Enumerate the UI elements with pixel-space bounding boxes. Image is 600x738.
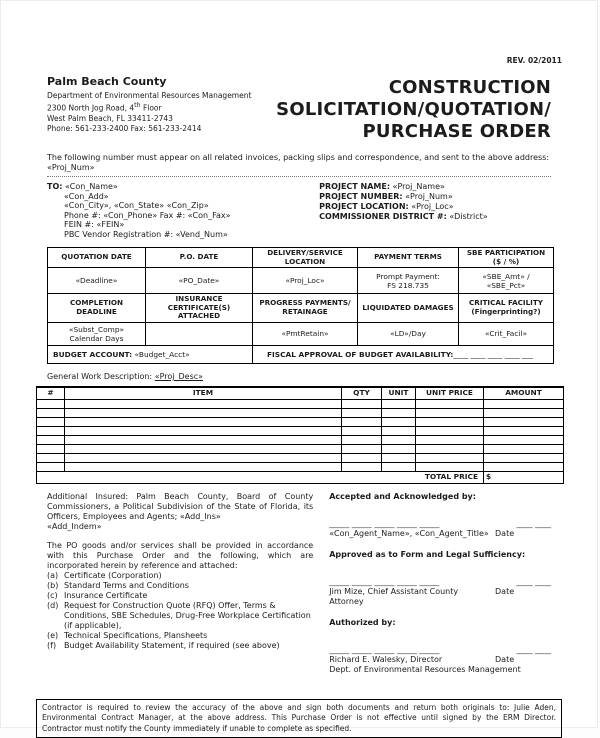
item-cell [37,426,65,435]
item-cell [484,408,564,417]
item-row [37,408,564,417]
item-cell [416,453,484,462]
items-header-cell: UNIT PRICE [416,387,484,400]
project-block [319,182,551,239]
contractor-phone-field: Phone #: «Con_Phone» Fax #: «Con_Fax» [64,210,231,220]
title-line-1: CONSTRUCTION [388,77,551,98]
invoice-notice: The following number must appear on all related invoices, packing slips and correspondence, and sent to the above address: «Proj_Num» [47,153,551,177]
item-cell [37,408,65,417]
sbe-participation-field: «SBE_Amt» / «SBE_Pct» [459,268,554,294]
signature-line: _____ _____ _____ _____ _____ ____ ____ [329,518,551,528]
item-cell [382,399,416,408]
terms-header-row-1 [48,248,554,268]
title-line-2: SOLICITATION/QUOTATION/ [276,99,551,120]
addressee-section [47,182,551,239]
signatures-column [329,492,551,686]
terms-header-cell: PAYMENT TERMS [358,248,459,268]
items-header-cell: # [37,387,65,400]
items-table [36,386,564,484]
signature-block-accepted: Accepted and Acknowledged by: _____ _____ _____ _____ _____ ____ ____ «Con_Agent_Name», «Con_Agent_Title» Date [329,491,551,538]
item-cell [65,444,342,453]
item-cell [484,453,564,462]
item-cell [382,444,416,453]
item-cell [65,462,342,471]
item-row [37,462,564,471]
items-total-row [37,471,564,483]
ordinal-suffix: th [134,102,141,109]
contractor-name-field: «Con_Name» [65,182,118,191]
fiscal-approval-blank: ____ ____ ____ ____ ___ [453,349,533,359]
project-name-line: PROJECT NAME: «Proj_Name» [319,182,445,191]
items-header-cell: QTY [342,387,382,400]
item-row [37,435,564,444]
district-field: «District» [449,212,488,221]
item-cell [65,426,342,435]
budget-row [48,345,554,363]
additional-insured-paragraph: Additional Insured: Palm Beach County, Board of County Commissioners, a Political Subdivision of the State of Florida, its Officers, Employees and Agents; «Add_Ins» [47,491,314,521]
insurance-certificate-field [146,322,253,345]
item-cell [382,408,416,417]
item-cell [416,435,484,444]
work-description-line: General Work Description: «Proj_Desc» [47,371,204,381]
contractor-instructions-box: Contractor is required to review the accuracy of the above and sign both documents and return both originals to: Julie Aden, Environmental Contract Manager, at the above address. This Purchase Order is not effective until signed by the ERM Director. Contractor must notify the County immediately if unable to complete as specified. [36,699,562,738]
item-cell [484,462,564,471]
item-cell [416,426,484,435]
terms-header-cell: CRITICAL FACILITY (Fingerprinting?) [459,294,554,323]
org-phone: Phone: 561-233-2400 Fax: 561-233-2414 [47,123,202,133]
project-location-line: PROJECT LOCATION: «Proj_Loc» [319,202,454,211]
terms-header-cell: SBE PARTICIPATION ($ / %) [459,248,554,268]
completion-deadline-field: «Subst_Comp» Calendar Days [48,322,146,345]
item-cell [416,408,484,417]
vendor-registration-field: PBC Vendor Registration #: «Vend_Num» [64,229,228,239]
critical-facility-field: «Crit_Facil» [459,322,554,345]
terms-header-cell: QUOTATION DATE [48,248,146,268]
items-header-cell: AMOUNT [484,387,564,400]
item-cell [37,462,65,471]
item-cell [65,435,342,444]
total-row-spacer [37,471,416,483]
terms-header-cell: COMPLETION DEADLINE [48,294,146,323]
to-name-line [47,182,319,192]
item-cell [37,417,65,426]
to-block [47,182,319,239]
signature-name-row: Jim Mize, Chief Assistant County Attorney Date [329,586,515,606]
items-table-body [37,387,564,484]
item-cell [342,417,382,426]
document-header [47,75,551,143]
items-header-cell: ITEM [65,387,342,400]
contractor-address-field: «Con_Add» [64,191,109,201]
budget-account-field: BUDGET ACCOUNT: «Budget_Acct» [48,345,253,363]
payment-terms-field: Prompt Payment: FS 218.735 [358,268,459,294]
item-cell [65,408,342,417]
item-cell [382,462,416,471]
contractor-fein-field: FEIN #: «FEIN» [64,220,125,229]
commissioner-district-line: COMMISSIONER DISTRICT #: «District» [319,212,488,221]
delivery-location-field: «Proj_Loc» [253,268,358,294]
document-title [276,77,551,143]
po-date-field: «PO_Date» [146,268,253,294]
project-number-field: «Proj_Num» [405,192,453,201]
org-address-line1: 2300 North Jog Road, 4th Floor [47,102,162,113]
total-price-label: TOTAL PRICE [416,471,484,483]
org-name: Palm Beach County [47,75,167,88]
signature-block-authorized: Authorized by: _____ _____ _____ _____ _____ ____ ____ Richard E. Walesky, Director Date Dept. of Environmental Resources Management [329,617,551,674]
item-cell [342,435,382,444]
progress-payments-field: «PmtRetain» [253,322,358,345]
item-cell [342,408,382,417]
item-cell [416,462,484,471]
terms-header-cell: PROGRESS PAYMENTS/ RETAINAGE [253,294,358,323]
terms-header-row-2 [48,294,554,323]
item-row [37,444,564,453]
terms-value-row-2 [48,322,554,345]
revision-label: REV. 02/2011 [506,56,562,65]
item-cell [37,399,65,408]
item-cell [342,453,382,462]
attachment-item: (b) Standard Terms and Conditions [47,580,189,590]
project-name-field: «Proj_Name» [392,182,445,191]
item-cell [416,444,484,453]
signature-block-legal: Approved as to Form and Legal Sufficiency: _____ _____ _____ _____ _____ ____ ____ Jim Mize, Chief Assistant County Attorney Date [329,549,551,606]
item-cell [416,399,484,408]
signature-line: _____ _____ _____ _____ _____ ____ ____ [329,576,551,586]
org-address-line2: West Palm Beach, FL 33411-2743 [47,113,173,123]
item-cell [484,426,564,435]
signature-line: _____ _____ _____ _____ _____ ____ ____ [329,644,551,654]
terms-header-cell: DELIVERY/SERVICE LOCATION [253,248,358,268]
item-cell [382,453,416,462]
item-cell [416,417,484,426]
project-number-line: PROJECT NUMBER: «Proj_Num» [319,192,453,201]
item-cell [342,399,382,408]
attachment-item: (f) Budget Availability Statement, if required (see above) [47,640,280,650]
terms-header-cell: P.O. DATE [146,248,253,268]
work-description-field: «Proj_Desc» [154,371,204,381]
item-cell [65,417,342,426]
item-cell [65,453,342,462]
signature-dept-line: Dept. of Environmental Resources Management [329,664,521,674]
item-cell [382,435,416,444]
total-price-field: $ [484,471,564,483]
item-cell [484,417,564,426]
item-cell [342,462,382,471]
item-cell [484,435,564,444]
signature-name-row: Richard E. Walesky, Director Date [329,654,515,664]
item-cell [382,417,416,426]
item-cell [37,444,65,453]
item-cell [382,426,416,435]
item-row [37,426,564,435]
terms-value-row-1 [48,268,554,294]
item-cell [37,435,65,444]
contractor-city-field: «Con_City», «Con_State» «Con_Zip» [64,201,209,210]
item-row [37,453,564,462]
item-cell [37,453,65,462]
quotation-date-field: «Deadline» [48,268,146,294]
item-cell [342,444,382,453]
to-label: TO: [47,182,63,191]
conditions-column [47,492,329,686]
attachment-item: (e) Technical Specifications, Plansheets [47,630,208,640]
attachment-item: (c) Insurance Certificate [47,590,148,600]
fiscal-approval-field: FISCAL APPROVAL OF BUDGET AVAILABILITY:____ ____ ____ ____ ___ [253,345,554,363]
bottom-section [47,492,551,686]
item-cell [65,399,342,408]
item-cell [484,444,564,453]
terms-header-cell: LIQUIDATED DAMAGES [358,294,459,323]
indemnification-field: «Add_Indem» [47,521,102,531]
title-line-3: PURCHASE ORDER [362,121,551,142]
items-header-cell: UNIT [382,387,416,400]
items-header-row [37,387,564,400]
incorporation-paragraph: The PO goods and/or services shall be provided in accordance with this Purchase Order and the following, which are incorporated herein by reference and attached: [47,540,314,570]
terms-header-cell: INSURANCE CERTIFICATE(S) ATTACHED [146,294,253,323]
item-row [37,399,564,408]
item-cell [342,426,382,435]
liquidated-damages-field: «LD»/Day [358,322,459,345]
attachment-item: (a) Certificate (Corporation) [47,570,162,580]
org-dept: Department of Environmental Resources Management [47,91,252,100]
project-location-field: «Proj_Loc» [411,202,454,211]
item-row [37,417,564,426]
attachment-item: (d) Request for Construction Quote (RFQ) Offer, Terms & Conditions, SBE Schedules, Drug-Free Workplace Certification (if applicable), [47,600,311,630]
item-cell [484,399,564,408]
terms-table [47,247,554,364]
signature-name-row: «Con_Agent_Name», «Con_Agent_Title» Date [329,528,515,538]
org-block [47,75,251,143]
